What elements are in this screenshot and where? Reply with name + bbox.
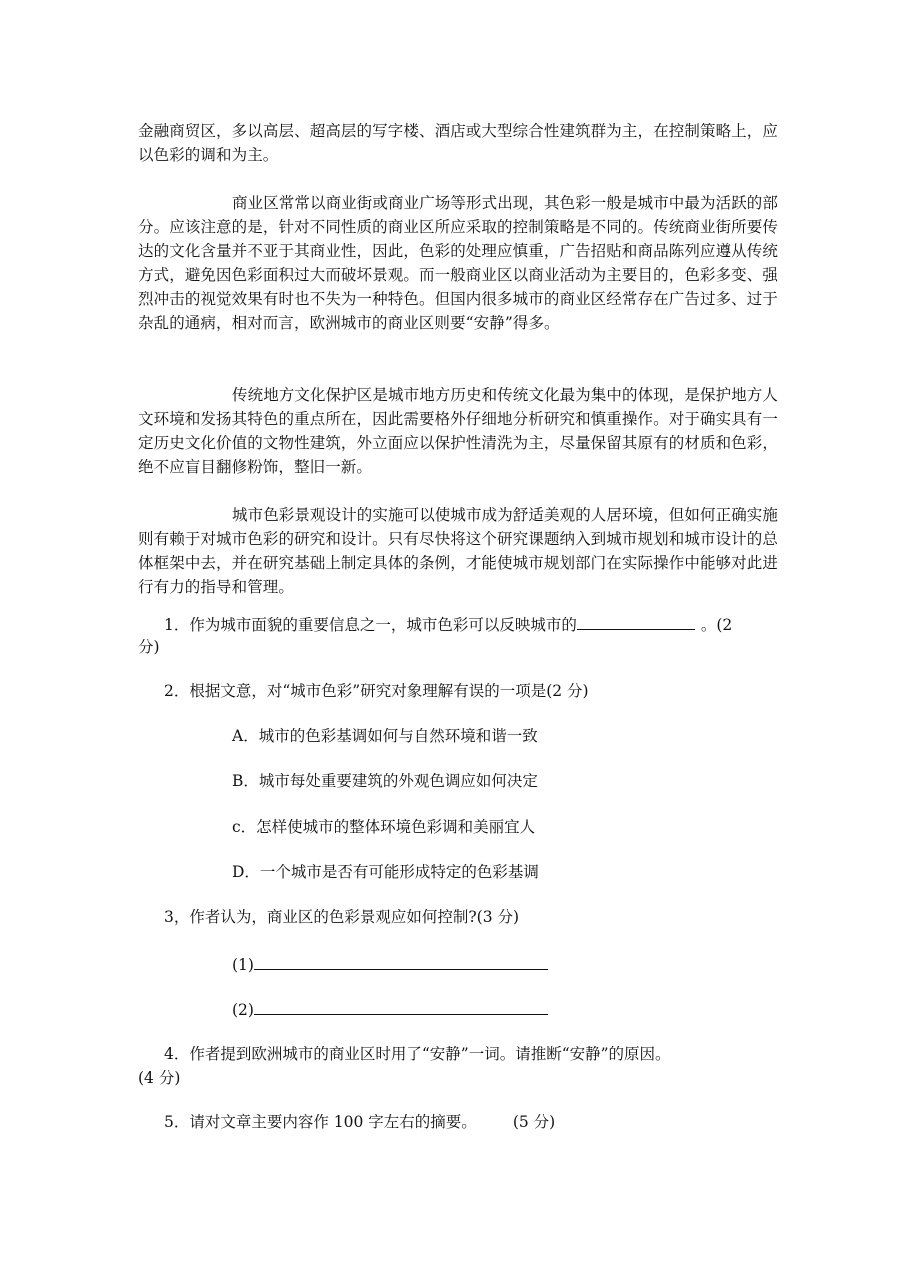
question-2-option-b: B．城市每处重要建筑的外观色调应如何决定 (232, 772, 538, 790)
question-1 (164, 611, 732, 637)
paragraph-cultural-protection: 传统地方文化保护区是城市地方历史和传统文化最为集中的体现，是保护地方人文环境和发扬其特色的重点所在，因此需要格外仔细地分析研究和慎重操作。对于确实具有一定历史文化价值的文物性建筑，外立面应以保护性清洗为主，尽量保留其原有的材质和色彩，绝不应盲目翻修粉饰，整旧一新。 (138, 386, 779, 476)
question-2-option-d: D．一个城市是否有可能形成特定的色彩基调 (232, 863, 539, 881)
question-5 (164, 1110, 555, 1134)
question-4-score: (4 分) (138, 1069, 181, 1087)
question-3-answer-1-label: (1) (232, 956, 254, 974)
question-3-answer-2 (232, 996, 548, 1022)
question-5-text: 5．请对文章主要内容作 100 字左右的摘要。 (164, 1113, 477, 1131)
question-3-answer-2-label: (2) (232, 1001, 254, 1019)
question-1-score: 。(2 (700, 616, 733, 634)
question-3: 3，作者认为，商业区的色彩景观应如何控制?(3 分) (164, 908, 520, 926)
question-1-answer-blank[interactable] (577, 611, 695, 630)
paragraph-commercial-district: 商业区常常以商业街或商业广场等形式出现，其色彩一般是城市中最为活跃的部分。应该注意的是，针对不同性质的商业区所应采取的控制策略是不同的。传统商业街所要传达的文化含量并不亚于其商业性，因此，色彩的处理应慎重，广告招贴和商品陈列应遵从传统方式，避免因色彩面积过大而破坏景观。而一般商业区以商业活动为主要目的，色彩多变、强烈冲击的视觉效果有时也不失为一种特色。但国内很多城市的商业区经常存在广告过多、过于杂乱的通病，相对而言，欧洲城市的商业区则要“安静”得多。 (138, 194, 779, 332)
paragraph-financial-district: 金融商贸区，多以高层、超高层的写字楼、酒店或大型综合性建筑群为主，在控制策略上，应以色彩的调和为主。 (138, 122, 778, 164)
question-4: 4．作者提到欧洲城市的商业区时用了“安静”一词。请推断“安静”的原因。 (164, 1045, 671, 1063)
question-2-option-a: A．城市的色彩基调如何与自然环境和谐一致 (232, 727, 538, 745)
question-3-answer-1 (232, 951, 548, 977)
question-2-option-c: c．怎样使城市的整体环境色彩调和美丽宜人 (232, 818, 536, 836)
question-3-answer-2-blank[interactable] (254, 996, 548, 1015)
question-3-answer-1-blank[interactable] (254, 951, 548, 970)
question-2: 2．根据文意，对“城市色彩”研究对象理解有误的一项是(2 分) (164, 682, 589, 700)
question-1-text: 1．作为城市面貌的重要信息之一，城市色彩可以反映城市的 (164, 616, 577, 634)
paragraph-implementation: 城市色彩景观设计的实施可以使城市成为舒适美观的人居环境，但如何正确实施则有赖于对城市色彩的研究和设计。只有尽快将这个研究课题纳入到城市规划和城市设计的总体框架中去，并在研究基础上制定具体的条例，才能使城市规划部门在实际操作中能够对此进行有力的指导和管理。 (138, 506, 779, 596)
question-1-score-wrap: 分) (138, 638, 160, 656)
question-5-score: (5 分) (512, 1113, 556, 1131)
